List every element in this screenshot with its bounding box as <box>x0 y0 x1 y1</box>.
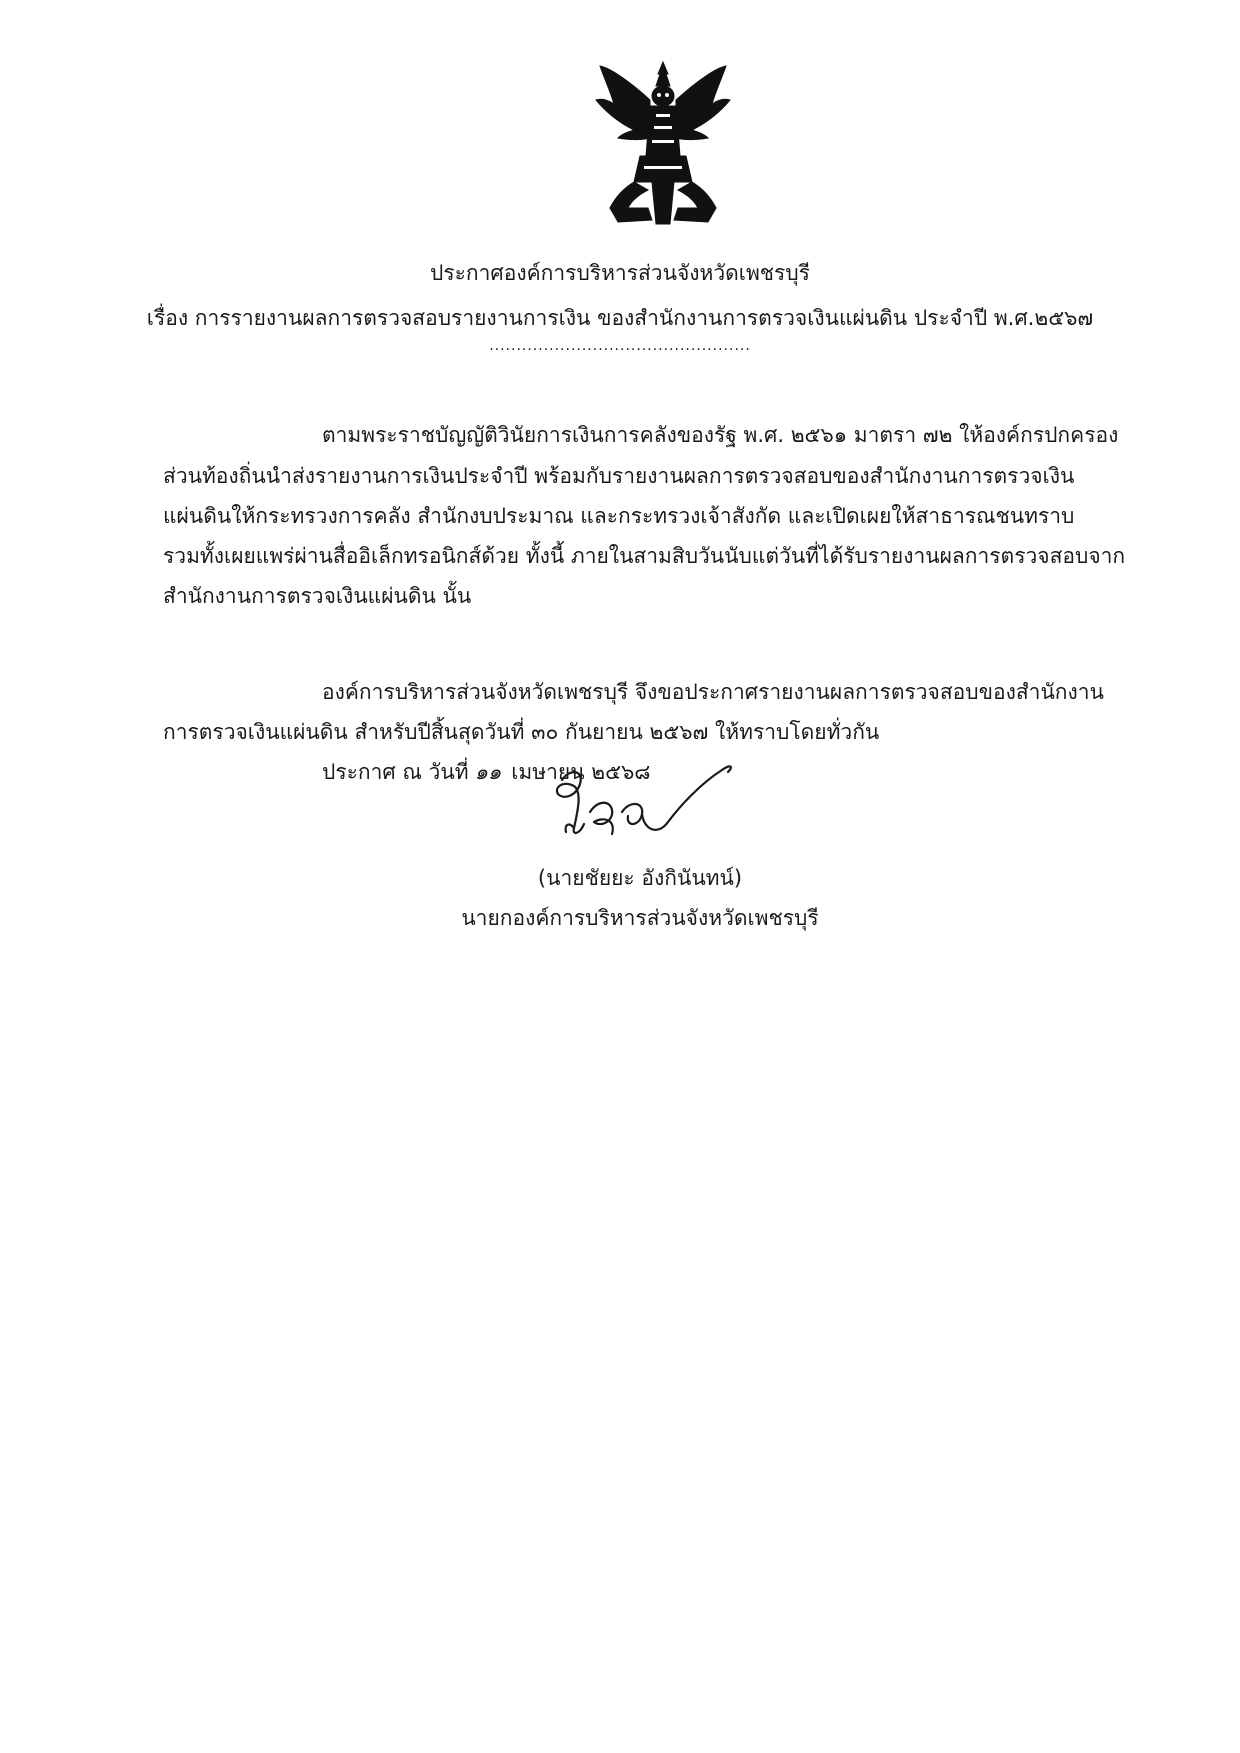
paragraph-1-line: ส่วนท้องถิ่นนำส่งรายงานการเงินประจำปี พร้อมกับรายงานผลการตรวจสอบของสำนักงานการตรวจเงิน <box>163 464 1075 488</box>
handwritten-signature <box>540 750 780 850</box>
date-day: ๑๑ <box>474 760 502 784</box>
paragraph-1-line: ตามพระราชบัญญัติวินัยการเงินการคลังของรัฐ พ.ศ. ๒๕๖๑ มาตรา ๗๒ ให้องค์กรปกครอง <box>322 423 1119 447</box>
date-prefix: ประกาศ ณ วันที่ <box>322 760 469 784</box>
paragraph-1-line: รวมทั้งเผยแพร่ผ่านสื่ออิเล็กทรอนิกส์ด้วย ทั้งนี้ ภายในสามสิบวันนับแต่วันที่ได้รับรายงานผลการตรวจสอบจาก <box>163 544 1126 568</box>
paragraph-1-line: สำนักงานการตรวจเงินแผ่นดิน นั้น <box>163 584 472 608</box>
subject-line: เรื่อง การรายงานผลการตรวจสอบรายงานการเงิน ของสำนักงานการตรวจเงินแผ่นดิน ประจำปี พ.ศ.๒๕๖๗ <box>146 306 1094 330</box>
paragraph-1-line: แผ่นดินให้กระทรวงการคลัง สำนักงบประมาณ และกระทรวงเจ้าสังกัด และเปิดเผยให้สาธารณชนทราบ <box>163 504 1075 528</box>
date-month-year: เมษายน ๒๕๖๘ <box>511 760 651 784</box>
paragraph-2-line: การตรวจเงินแผ่นดิน สำหรับปีสิ้นสุดวันที่ ๓๐ กันยายน ๒๕๖๗ ให้ทราบโดยทั่วกัน <box>163 720 880 744</box>
paragraph-2-line: องค์การบริหารส่วนจังหวัดเพชรบุรี จึงขอประกาศรายงานผลการตรวจสอบของสำนักงาน <box>322 680 1104 704</box>
signer-name: (นายชัยยะ อังกินันทน์) <box>537 866 743 890</box>
signer-position: นายกองค์การบริหารส่วนจังหวัดเพชรบุรี <box>461 906 819 930</box>
garuda-emblem-icon <box>588 60 738 230</box>
title-divider: ................................................ <box>489 338 751 354</box>
announcement-title: ประกาศองค์การบริหารส่วนจังหวัดเพชรบุรี <box>430 261 810 285</box>
